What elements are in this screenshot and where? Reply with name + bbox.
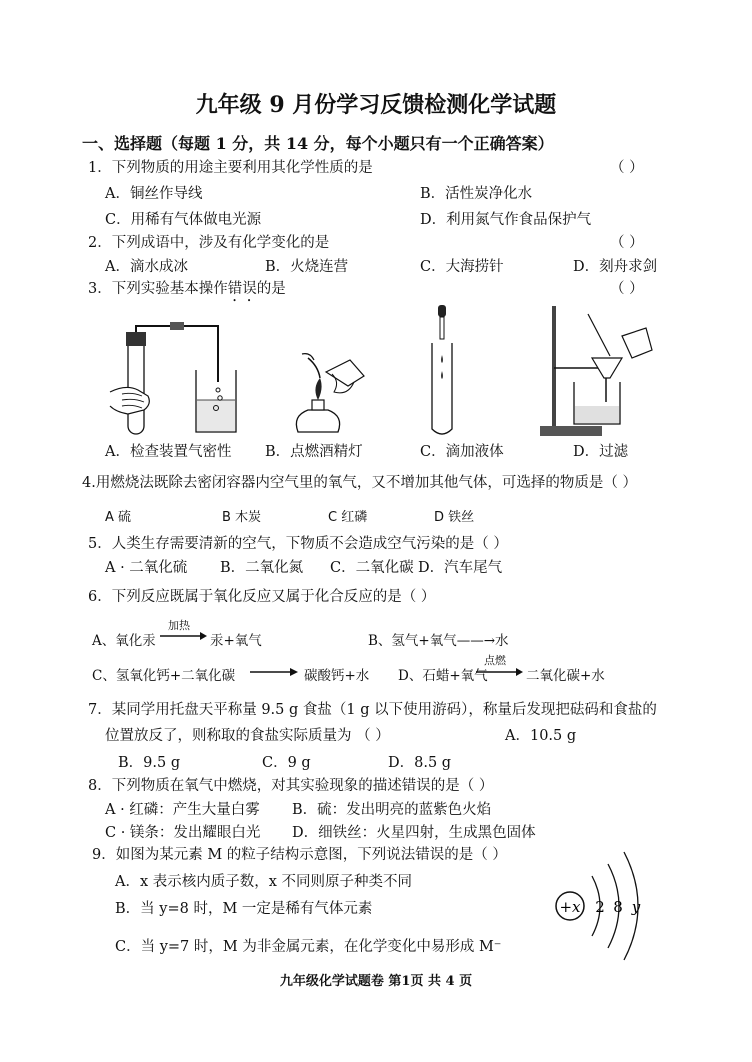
q7-line1: 7．某同学用托盘天平称量 9.5 g 食盐（1 g 以下使用游码），称量后发现把砝码和食盐的 [88,702,657,718]
q6-option-d-left: D、石蜡+氧气 [398,668,488,684]
q8-option-a: A · 红磷：产生大量白雾 [105,802,260,818]
q2-option-d: D．刻舟求剑 [573,259,658,275]
q1-option-d: D．利用氮气作食品保护气 [420,212,592,228]
q2-answer-paren: （ ） [610,235,644,251]
q1-option-a: A．铜丝作导线 [105,186,203,202]
q6-option-a-left: A、氧化汞 [92,633,156,649]
q3-option-b: B．点燃酒精灯 [265,444,363,460]
q1-answer-paren: （ ） [610,160,644,176]
dropper-illustration [428,305,458,437]
q9-option-b: B．当 y=8 时，M 一定是稀有气体元素 [115,901,373,917]
q7-option-b: B．9.5 g [118,755,181,771]
q4-stem: 4.用燃烧法既除去密闭容器内空气里的氧气，又不增加其他气体，可选择的物质是（ ） [82,475,637,491]
nucleus-label: +x [559,898,581,916]
q4-option-a: A 硫 [105,510,132,525]
atom-structure-diagram [546,848,666,956]
shell1-count: 2 [595,898,605,916]
filtration-illustration [538,306,656,438]
section-heading: 一、选择题（每题 1 分，共 14 分，每个小题只有一个正确答案） [82,134,554,153]
q7-option-d: D．8.5 g [388,755,452,771]
page-title: 九年级 9 月份学习反馈检测化学试题 [195,92,557,118]
q6-option-a-condition: 加热 [168,619,190,632]
q2-option-b: B．火烧连营 [265,259,349,275]
q6-option-c-right: 碳酸钙+水 [304,668,370,684]
gas-tightness-illustration [108,322,248,437]
shell3-count: y [631,898,641,916]
q7-line2: 位置放反了，则称取的食盐实际质量为 （ ） [105,728,390,744]
q8-option-d: D．细铁丝：火星四射，生成黑色固体 [292,825,536,841]
q6-c-arrow-icon [250,667,300,677]
q9-option-c: C．当 y=7 时，M 为非金属元素，在化学变化中易形成 M⁻ [115,939,502,955]
q6-option-d-condition: 点燃 [484,654,506,667]
shell2-count: 8 [613,898,623,916]
q3-stem-emphasis: 错误 [227,281,257,297]
q3-stem [88,277,286,305]
q5-stem: 5．人类生存需要清新的空气，下物质不会造成空气污染的是（ ） [88,536,508,552]
q4-option-d: D 铁丝 [434,510,475,525]
q3-option-d: D．过滤 [573,444,629,460]
q6-option-b: B、氢气+氧气——→水 [368,633,509,649]
q2-stem: 2．下列成语中，涉及有化学变化的是 [88,235,330,251]
q7-option-a: A．10.5 g [505,728,577,744]
q5-option-d: D．汽车尾气 [418,560,503,576]
q3-answer-paren: （ ） [610,281,644,297]
q2-option-a: A．滴水成冰 [105,259,188,275]
q1-stem: 1．下列物质的用途主要利用其化学性质的是 [88,160,373,176]
q9-option-a: A．x 表示核内质子数，x 不同则原子种类不同 [115,874,413,890]
q2-option-c: C．大海捞针 [420,259,504,275]
page-footer: 九年级化学试题卷 第1页 共 4 页 [279,974,473,989]
q6-option-a-right: 汞+氧气 [210,633,262,649]
q1-option-c: C．用稀有气体做电光源 [105,212,262,228]
q6-option-c-left: C、氢氧化钙+二氧化碳 [92,668,236,684]
q9-stem: 9．如图为某元素 M 的粒子结构示意图，下列说法错误的是（ ） [92,847,507,863]
q6-d-arrow-icon [476,667,524,677]
q5-option-b: B．二氧化氮 [220,560,304,576]
q8-option-b: B．硫：发出明亮的蓝紫色火焰 [292,802,492,818]
q5-option-c: C．二氧化碳 [330,560,414,576]
q4-option-c: C 红磷 [328,510,368,525]
q6-stem: 6．下列反应既属于氧化反应又属于化合反应的是（ ） [88,589,436,605]
q4-option-b: B 木炭 [222,510,262,525]
q5-option-a: A · 二氧化硫 [105,560,188,576]
q8-stem: 8．下列物质在氧气中燃烧，对其实验现象的描述错误的是（ ） [88,778,494,794]
q1-option-b: B．活性炭净化水 [420,186,533,202]
q7-option-c: C．9 g [262,755,311,771]
q3-option-a: A．检查装置气密性 [105,444,232,460]
q6-option-d-right: 二氧化碳+水 [526,668,605,684]
q3-stem-pre: 3．下列实验基本操作 [88,281,228,297]
alcohol-lamp-illustration [288,352,368,437]
q8-option-c: C · 镁条：发出耀眼白光 [105,825,261,841]
q3-option-c: C．滴加液体 [420,444,504,460]
q6-a-arrow-icon [160,631,208,641]
q3-stem-post: 的是 [256,281,286,297]
